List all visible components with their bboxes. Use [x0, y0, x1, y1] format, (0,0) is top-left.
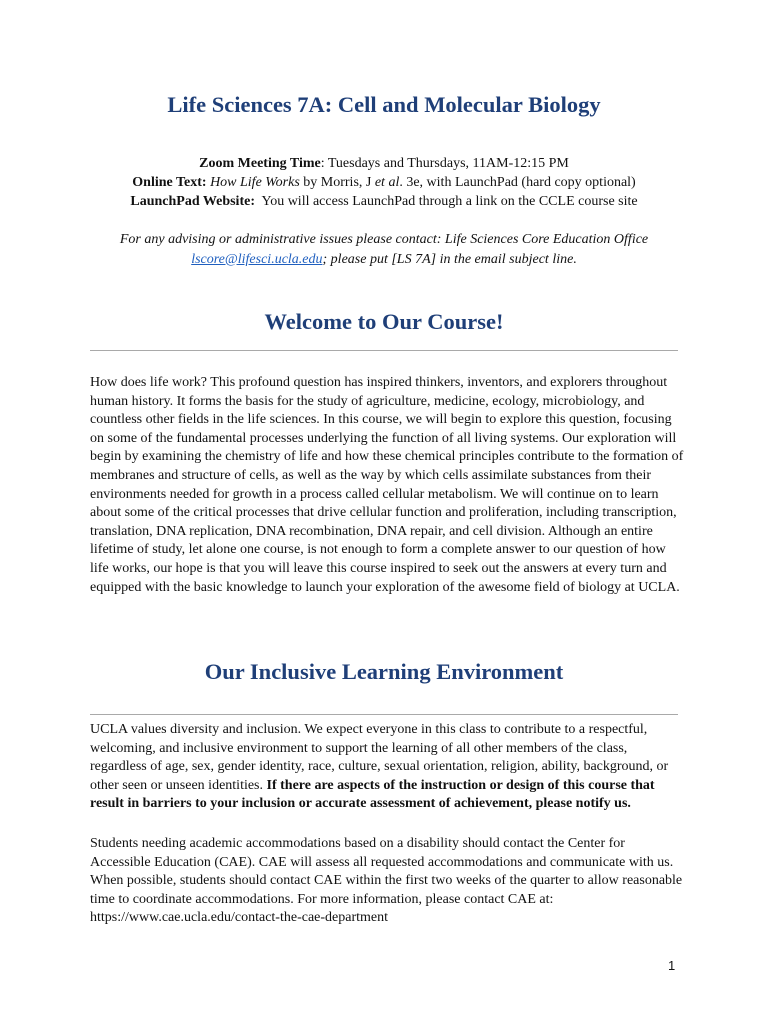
- welcome-line: countless other fields in the life sciences. In this course, we will begin to explore this question, focusing: [90, 412, 672, 428]
- welcome-line: environments needed for growth in a process called cellular metabolism. We will continue on to learn: [90, 486, 659, 502]
- book-author: by Morris, J: [299, 175, 375, 190]
- inclusive-line: welcoming, and inclusive environment to support the learning of all other members of the class,: [90, 740, 628, 756]
- zoom-label: Zoom Meeting Time: [199, 156, 321, 171]
- welcome-line: human history. It forms the basis for the study of agriculture, medicine, ecology, microbiology, and: [90, 393, 645, 409]
- book-title: How Life Works: [210, 175, 300, 190]
- welcome-paragraph: [90, 374, 684, 597]
- welcome-divider: [90, 350, 678, 351]
- welcome-heading: Welcome to Our Course!: [264, 309, 504, 334]
- book-etal: et al: [374, 175, 400, 190]
- inclusive-heading: Our Inclusive Learning Environment: [204, 659, 564, 684]
- launchpad-label: LaunchPad Website:: [130, 194, 255, 209]
- inclusive-line: [90, 795, 680, 814]
- inclusive-bold-text: If there are aspects of the instruction or design of this course that: [266, 777, 655, 793]
- welcome-line: begin by examining the chemistry of life and how these chemical principles contribute to the formation of: [90, 449, 684, 465]
- contact-line-2: [0, 250, 768, 270]
- inclusive-bold-text: result in barriers to your inclusion or accurate assessment of achievement, please notify us.: [90, 796, 631, 812]
- zoom-meeting-line: [0, 154, 768, 173]
- contact-subject-note: ; please put [LS 7A] in the email subject line.: [322, 251, 577, 267]
- welcome-line: lifetime of study, let alone one course, is not enough to form a complete answer to our question of how: [90, 542, 666, 558]
- inclusive-divider: [90, 714, 678, 715]
- welcome-line: on some of the fundamental processes underlying the function of all living systems. Our exploration will: [90, 430, 677, 446]
- cae-line: Accessible Education (CAE). CAE will assess all requested accommodations and communicate with us.: [90, 854, 674, 870]
- inclusive-line: UCLA values diversity and inclusion. We expect everyone in this class to contribute to a respectful,: [90, 722, 648, 737]
- cae-line: Students needing academic accommodations based on a disability should contact the Center for: [90, 836, 625, 851]
- inclusive-paragraph-1: [90, 721, 680, 814]
- course-info: [0, 154, 768, 211]
- online-text-line: [0, 173, 768, 192]
- launchpad-value: You will access LaunchPad through a link on the CCLE course site: [255, 194, 638, 209]
- cae-paragraph: [90, 835, 683, 928]
- inclusive-line: regardless of age, sex, gender identity, race, culture, sexual orientation, religion, ability, background, or: [90, 759, 669, 775]
- contact-email-link[interactable]: lscore@lifesci.ucla.edu: [191, 251, 323, 267]
- inclusive-line: [90, 777, 680, 796]
- online-text-label: Online Text:: [132, 175, 207, 190]
- cae-line: https://www.cae.ucla.edu/contact-the-cae-department: [90, 910, 389, 926]
- zoom-value: : Tuesdays and Thursdays, 11AM-12:15 PM: [320, 156, 569, 171]
- welcome-line: translation, DNA replication, DNA recombination, DNA repair, and cell division. Although an entire: [90, 523, 653, 539]
- launchpad-line: [0, 192, 768, 211]
- cae-line: When possible, students should contact CAE within the first two weeks of the quarter to allow reasonable: [90, 873, 683, 889]
- page-title: Life Sciences 7A: Cell and Molecular Biology: [167, 92, 601, 117]
- welcome-line: life works, our hope is that you will leave this course inspired to seek out the answers at every turn and: [90, 560, 667, 576]
- cae-line: time to coordinate accommodations. For more information, please contact CAE at:: [90, 891, 554, 907]
- welcome-line: How does life work? This profound question has inspired thinkers, inventors, and explorers throughout: [90, 375, 668, 390]
- inclusive-plain-text: other seen or unseen identities.: [90, 777, 267, 793]
- welcome-line: about some of the critical processes that drive cellular function and proliferation, including transcription,: [90, 505, 677, 521]
- welcome-line: membranes and structure of cells, as well as the way by which cells assimilate substances from their: [90, 467, 651, 483]
- welcome-line: equipped with the basic knowledge to launch your exploration of the awesome field of biology at UCLA.: [90, 579, 680, 595]
- contact-info: [0, 230, 768, 269]
- page-number: 1: [668, 958, 676, 973]
- contact-line-1: For any advising or administrative issues please contact: Life Sciences Core Education Office: [119, 232, 649, 247]
- book-edition: . 3e, with LaunchPad (hard copy optional): [399, 175, 636, 190]
